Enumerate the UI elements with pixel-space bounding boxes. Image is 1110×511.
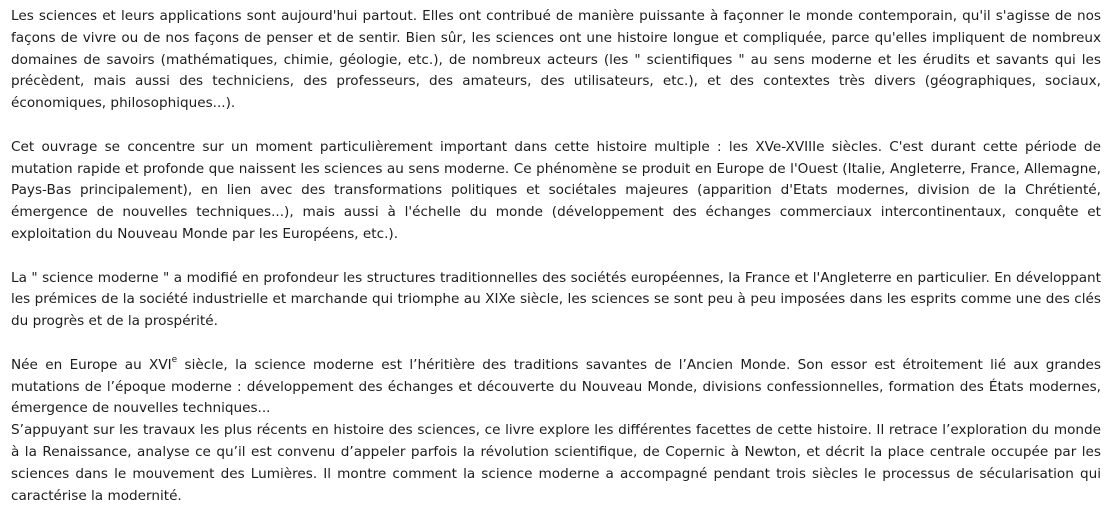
- century-superscript: e: [171, 355, 178, 366]
- paragraph-focus: Cet ouvrage se concentre sur un moment particulièrement important dans cette histoire multiple : les XVe-XVIIIe siècles. C'est durant cette période de mutation rapide et profonde que naissent les sciences au sens moderne. Ce phénomène se produit en Europe de l'Ouest (Italie, Angleterre, France, Allemagne, Pays-Bas principalement), en lien avec des transformations politiques et sociétales majeures (apparition d'Etats modernes, division de la Chrétienté, émergence de nouvelles techniques...), mais aussi à l'échelle du monde (développement des échanges commerciaux intercontinentaux, conquête et exploitation du Nouveau Monde par les Européens, etc.).: [11, 138, 1101, 242]
- paragraph-origins: [11, 355, 1101, 420]
- paragraph-intro: Les sciences et leurs applications sont aujourd'hui partout. Elles ont contribué de manière puissante à façonner le monde contemporain, qu'il s'agisse de nos façons de vivre ou de nos façons de penser et de sentir. Bien sûr, les sciences ont une histoire longue et compliquée, parce qu'elles impliquent de nombreux domaines de savoirs (mathématiques, chimie, géologie, etc.), de nombreux acteurs (les " scientifiques " au sens moderne et les érudits et savants qui les précèdent, mais aussi des techniciens, des professeurs, des amateurs, des utilisateurs, etc.), et des contextes très divers (géographiques, sociaux, économiques, philosophiques...).: [11, 8, 1101, 112]
- book-description: [11, 6, 1101, 507]
- paragraph-origins-start: Née en Europe au XVI: [11, 356, 172, 373]
- paragraph-modern-science: La " science moderne " a modifié en profondeur les structures traditionnelles des sociétés européennes, la France et l'Angleterre en particulier. En développant les prémices de la société industrielle et marchande qui triomphe au XIXe siècle, les sciences se sont peu à peu imposées dans les esprits comme une des clés du progrès et de la prospérité.: [11, 269, 1101, 330]
- paragraph-book-summary: S’appuyant sur les travaux les plus récents en histoire des sciences, ce livre explore les différentes facettes de cette histoire. Il retrace l’exploration du monde à la Renaissance, analyse ce qu’il est convenu d’appeler parfois la révolution scientifique, de Copernic à Newton, et décrit la place centrale occupée par les sciences dans le mouvement des Lumières. Il montre comment la science moderne a accompagné pendant trois siècles le processus de sécularisation qui caractérise la modernité.: [11, 422, 1101, 504]
- paragraph-origins-rest: siècle, la science moderne est l’héritière des traditions savantes de l’Ancien Monde. Son essor est étroitement lié aux grandes mutations de l’époque moderne : développement des échanges et découverte du Nouveau Monde, divisions confessionnelles, formation des États modernes, émergence de nouvelles techniques...: [11, 356, 1101, 417]
